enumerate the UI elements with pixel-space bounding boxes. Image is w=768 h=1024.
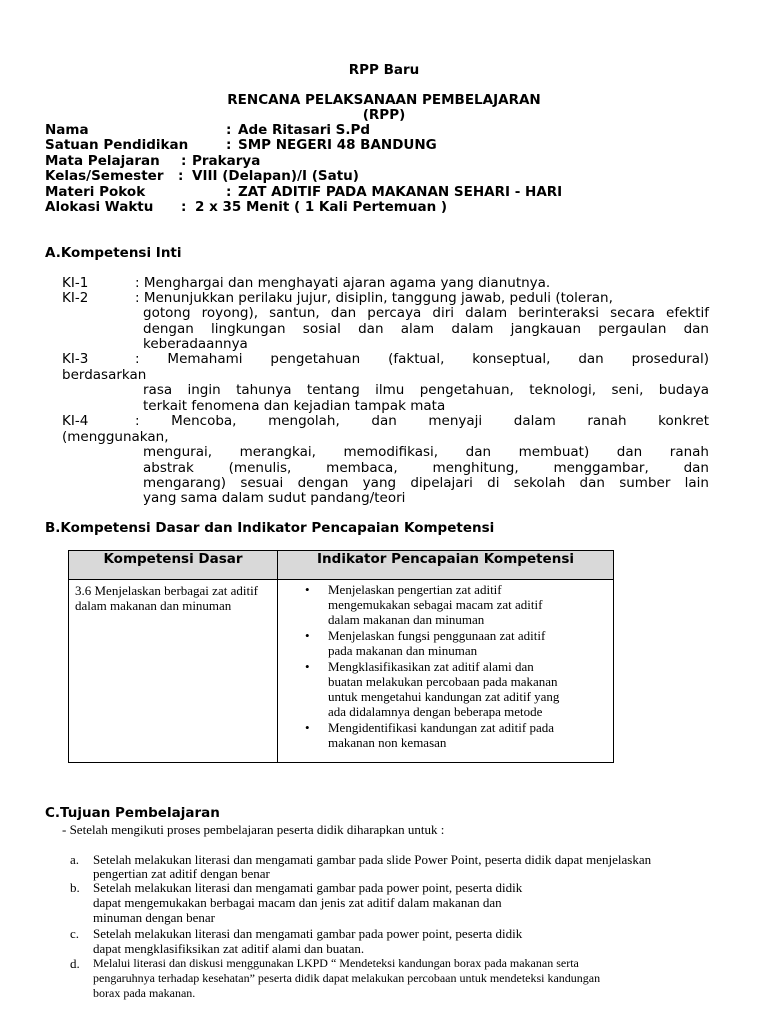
identity-sep-satuan: : <box>226 137 232 153</box>
section-c-heading: C.Tujuan Pembelajaran <box>45 805 220 821</box>
table-row <box>69 580 614 763</box>
identity-label-satuan: Satuan Pendidikan <box>45 137 189 153</box>
ki4-text-line3: abstrak (menulis, membaca, menghitung, menggambar, dan <box>143 460 709 476</box>
ki4-text-line4: mengarang) sesuai dengan yang dipelajari di sekolah dan sumber lain <box>143 475 709 491</box>
identity-value-mapel: Prakarya <box>192 153 261 169</box>
identity-label-materi: Materi Pokok <box>45 184 146 200</box>
ki3-label: KI-3 <box>62 351 89 367</box>
indicator-line: ada didalamnya dengan beberapa metode <box>328 704 543 719</box>
identity-sep-alokasi: : <box>181 199 187 215</box>
ki3-text-line1b: berdasarkan <box>62 367 147 383</box>
objective-line: Melalui literasi dan diskusi menggunakan LKPD “ Mendeteksi kandungan borax pada makanan serta <box>93 956 579 970</box>
ki2-text-line3: dengan lingkungan sosial dan alam dalam jangkauan pergaulan dan <box>143 321 709 337</box>
ki4-text-line2: mengurai, merangkai, memodifikasi, dan membuat) dan ranah <box>143 444 709 460</box>
ki4-text-line1b: (menggunakan, <box>62 429 169 445</box>
list-item <box>278 628 607 658</box>
bullet-icon: • <box>305 582 310 597</box>
objective-marker: b. <box>70 880 80 895</box>
objective-line: dapat mengemukakan berbagai macam dan jenis zat aditif dalam makanan dan <box>93 895 502 910</box>
indicator-line: Menjelaskan pengertian zat aditif <box>328 582 502 597</box>
objective-line: minuman dengan benar <box>93 910 216 925</box>
ki1-text: : Menghargai dan menghayati ajaran agama yang dianutnya. <box>135 275 551 291</box>
indicator-line: makanan non kemasan <box>328 735 447 750</box>
kd-text: 3.6 Menjelaskan berbagai zat aditif dalam makanan dan minuman <box>75 583 259 613</box>
list-item <box>278 659 607 719</box>
identity-value-nama: Ade Ritasari S.Pd <box>238 122 371 138</box>
list-item <box>278 582 607 627</box>
objective-marker: a. <box>70 852 80 867</box>
indicator-line: Mengidentifikasi kandungan zat aditif pada <box>328 720 554 735</box>
bullet-icon: • <box>305 720 310 735</box>
section-a-heading: A.Kompetensi Inti <box>45 245 182 261</box>
indicator-cell <box>278 580 614 763</box>
objective-line: Setelah melakukan literasi dan mengamati gambar pada power point, peserta didik <box>93 926 523 941</box>
ki3-text-line2: rasa ingin tahunya tentang ilmu pengetahuan, teknologi, seni, budaya <box>143 382 709 398</box>
indicator-line: untuk mengetahui kandungan zat aditif yang <box>328 689 560 704</box>
identity-sep-nama: : <box>226 122 232 138</box>
ki3-text-line1: : Memahami pengetahuan (faktual, konseptual, dan prosedural) <box>135 351 709 367</box>
ki3-text-line3: terkait fenomena dan kejadian tampak mata <box>143 398 446 414</box>
identity-sep-mapel: : <box>181 153 187 169</box>
bullet-icon: • <box>305 628 310 643</box>
indicator-line: Mengklasifikasikan zat aditif alami dan <box>328 659 534 674</box>
objective-line: Setelah melakukan literasi dan mengamati gambar pada slide Power Point, peserta didik dapat menjelaskan <box>93 852 652 867</box>
identity-label-alokasi: Alokasi Waktu <box>45 199 154 215</box>
identity-label-nama: Nama <box>45 122 89 138</box>
identity-value-alokasi: 2 x 35 Menit ( 1 Kali Pertemuan ) <box>195 199 448 215</box>
bullet-icon: • <box>305 659 310 674</box>
document-label: RPP Baru <box>348 62 420 78</box>
column-header-kompetensi-dasar: Kompetensi Dasar <box>69 551 278 580</box>
list-item <box>278 720 607 750</box>
ki2-text-line2: gotong royong), santun, dan percaya diri dalam berinteraksi secara efektif <box>143 305 709 321</box>
indicator-line: pada makanan dan minuman <box>328 643 478 658</box>
section-b-heading: B.Kompetensi Dasar dan Indikator Pencapaian Kompetensi <box>45 520 495 536</box>
indicator-line: buatan melakukan percobaan pada makanan <box>328 674 558 689</box>
ki2-label: KI-2 <box>62 290 89 306</box>
identity-label-mapel: Mata Pelajaran <box>45 153 160 169</box>
objective-line: dapat mengklasifiksikan zat aditif alami dan buatan. <box>93 941 365 956</box>
ki1-label: KI-1 <box>62 275 89 291</box>
identity-value-kelas: VIII (Delapan)/I (Satu) <box>192 168 359 184</box>
competency-table <box>68 550 614 763</box>
ki4-label: KI-4 <box>62 413 89 429</box>
document-subtitle: (RPP) <box>362 107 406 123</box>
ki4-text-line1: : Mencoba, mengolah, dan menyaji dalam ranah konkret <box>135 413 709 429</box>
identity-sep-kelas: : <box>178 168 184 184</box>
table-header-row <box>69 551 614 580</box>
ki2-text-line4: keberadaannya <box>143 336 248 352</box>
indicator-list <box>278 582 607 750</box>
objective-line: pengaruhnya terhadap kesehatan” peserta didik dapat melakukan percobaan untuk mendeteksi kandungan <box>93 971 601 985</box>
indicator-line: dalam makanan dan minuman <box>328 612 485 627</box>
objective-line: pengertian zat aditif dengan benar <box>93 866 270 881</box>
identity-value-satuan: SMP NEGERI 48 BANDUNG <box>238 137 437 153</box>
identity-label-kelas: Kelas/Semester <box>45 168 164 184</box>
indicator-line: mengemukakan sebagai macam zat aditif <box>328 597 543 612</box>
ki2-text-line1: : Menunjukkan perilaku jujur, disiplin, tanggung jawab, peduli (toleran, <box>135 290 613 306</box>
objective-marker: d. <box>70 956 80 971</box>
objective-marker: c. <box>70 926 80 941</box>
kd-cell <box>69 580 278 763</box>
objectives-intro: - Setelah mengikuti proses pembelajaran peserta didik diharapkan untuk : <box>62 822 445 837</box>
identity-value-materi: ZAT ADITIF PADA MAKANAN SEHARI - HARI <box>238 184 563 200</box>
column-header-indikator: Indikator Pencapaian Kompetensi <box>278 551 614 580</box>
objective-line: borax pada makanan. <box>93 986 196 1000</box>
objective-line: Setelah melakukan literasi dan mengamati gambar pada power point, peserta didik <box>93 880 523 895</box>
indicator-line: Menjelaskan fungsi penggunaan zat aditif <box>328 628 546 643</box>
ki4-text-line5: yang sama dalam sudut pandang/teori <box>143 490 406 506</box>
identity-sep-materi: : <box>226 184 232 200</box>
document-title: RENCANA PELAKSANAAN PEMBELAJARAN <box>227 92 541 108</box>
